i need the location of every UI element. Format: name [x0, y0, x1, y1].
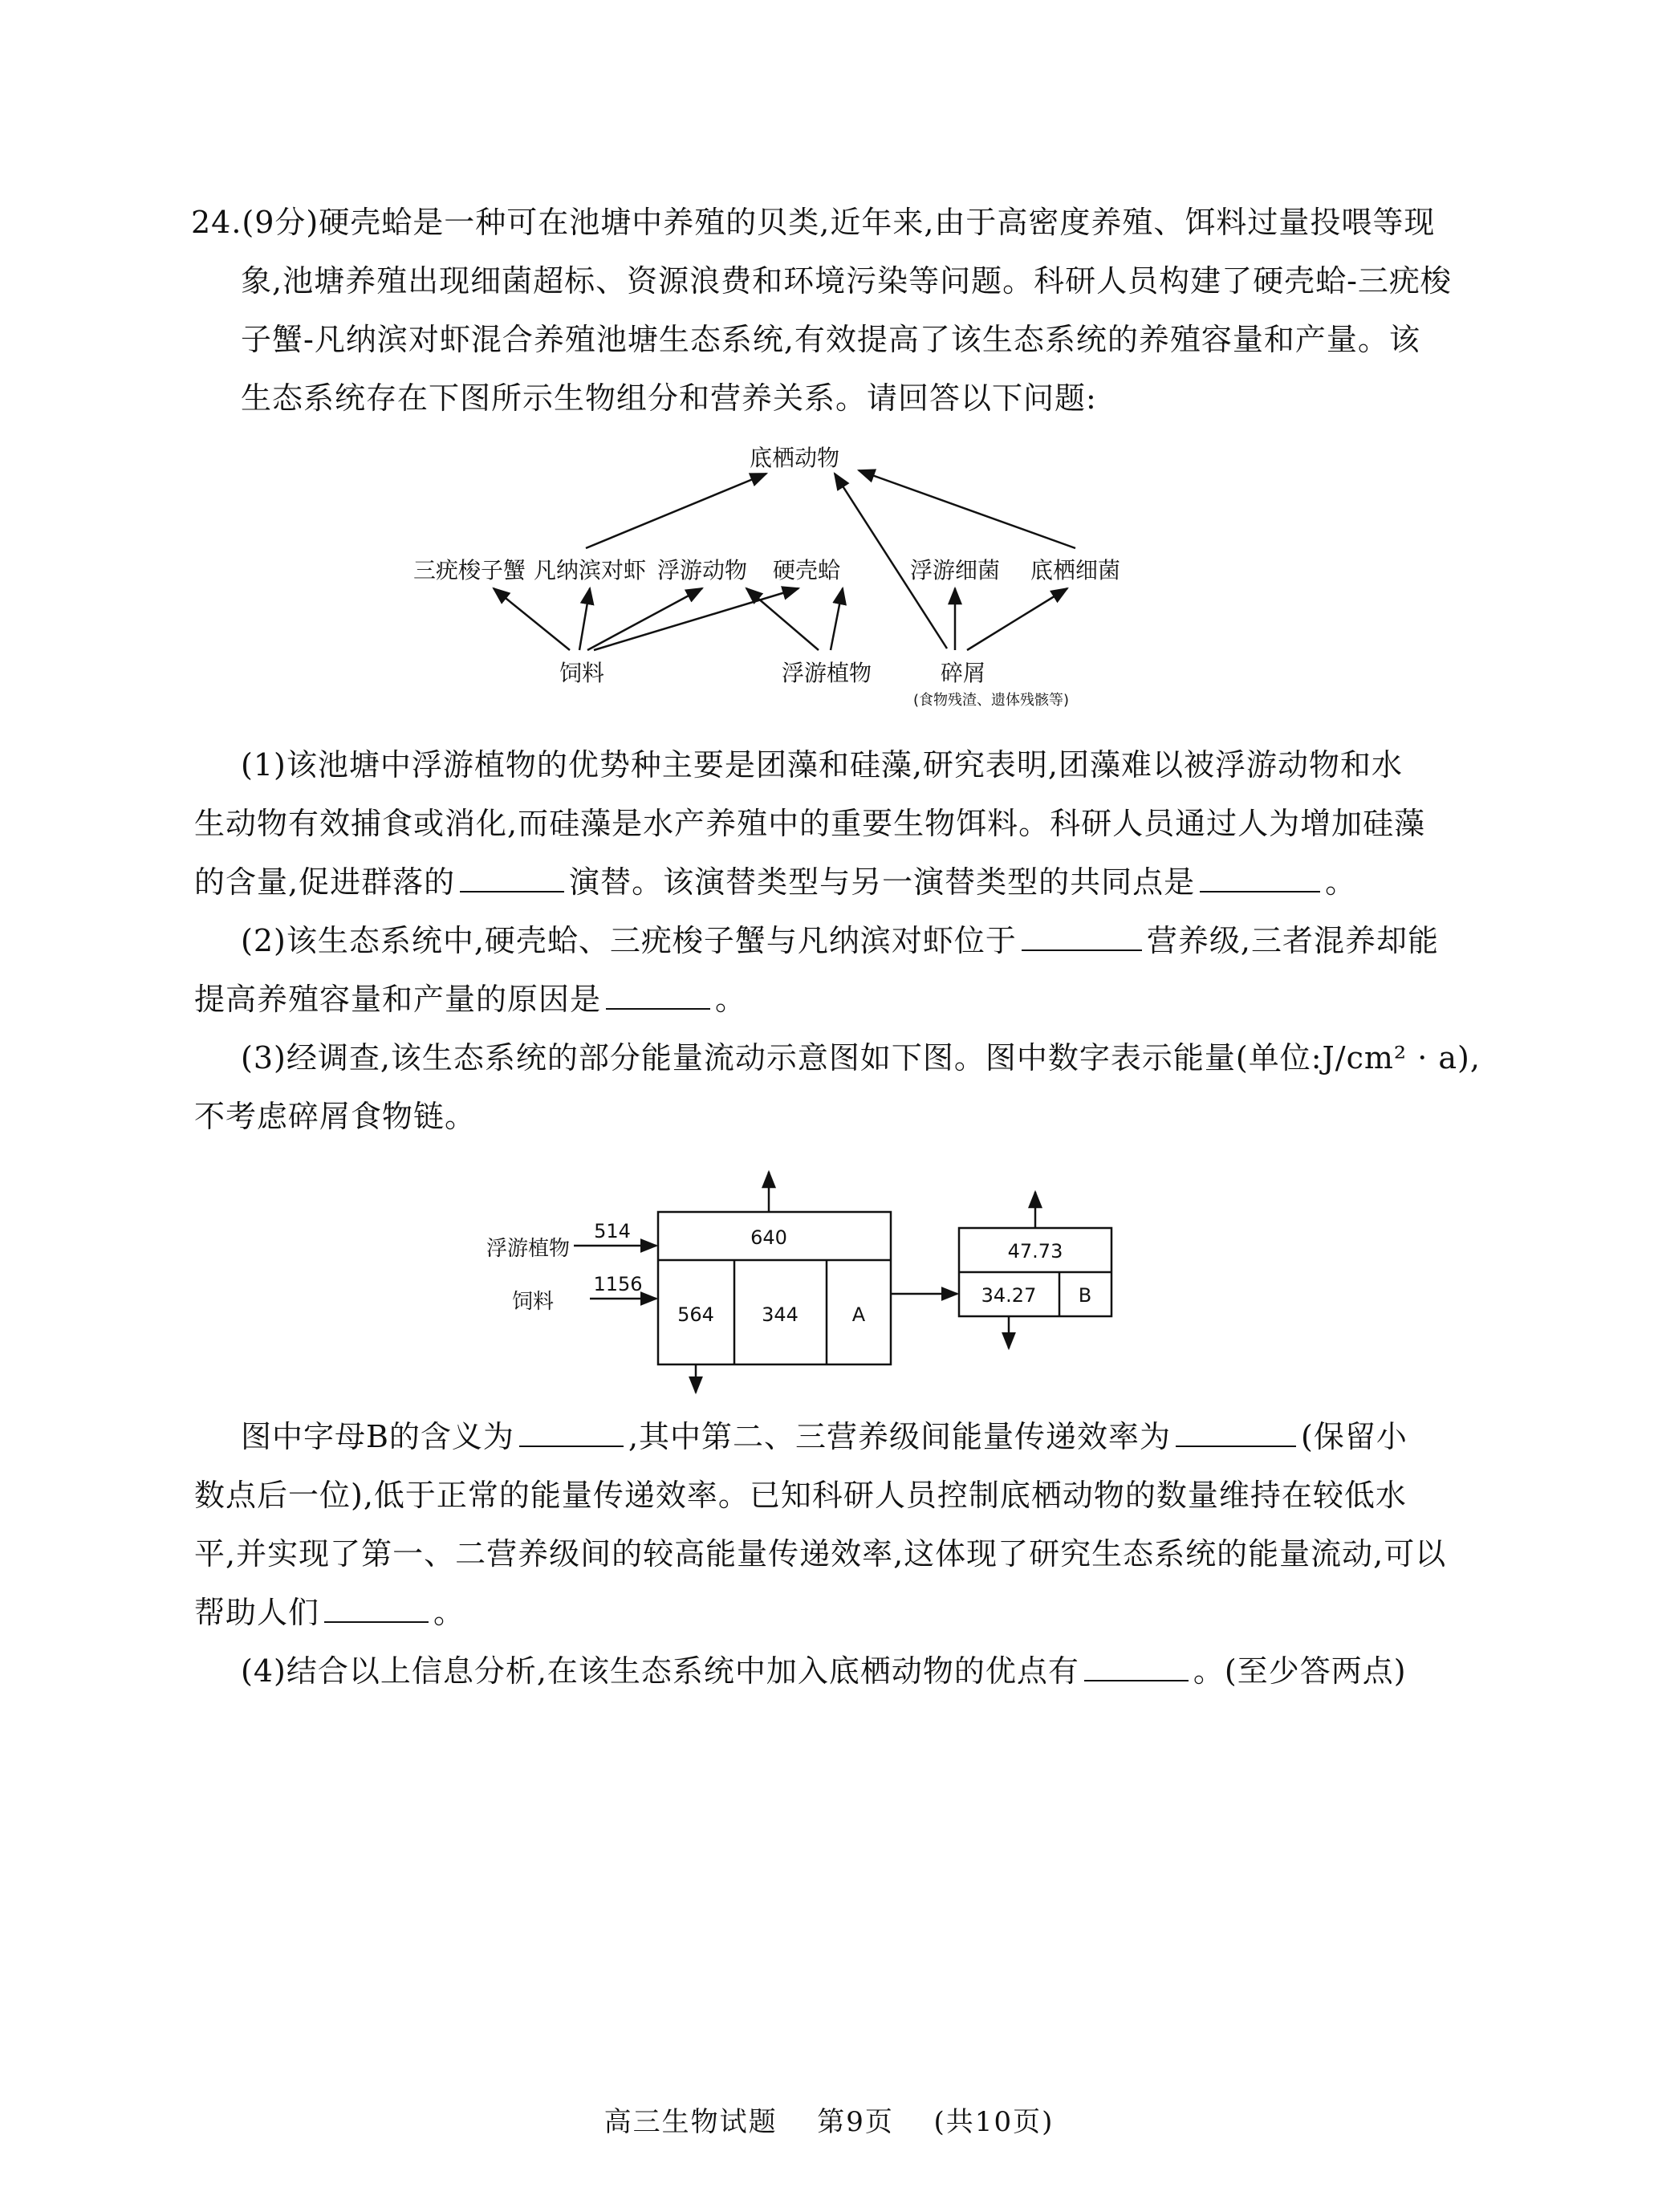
- detritus-note: (食物残渣、遗体残骸等): [912, 692, 1070, 709]
- part3-cont-line2: 数点后一位),低于正常的能量传递效率。已知科研人员控制底栖动物的数量维持在较低水: [194, 1478, 1407, 1513]
- footer-subject: 高三生物试题: [603, 2106, 778, 2138]
- input1-label: 浮游植物: [486, 1237, 570, 1261]
- input2-label: 饲料: [511, 1290, 554, 1314]
- part1-line2: 生动物有效捕食或消化,而硅藻是水产养殖中的重要生物饵料。科研人员通过人为增加硅藻: [194, 806, 1426, 841]
- answer-blank-8[interactable]: [1084, 1653, 1189, 1681]
- node-shrimp: 凡纳滨对虾: [533, 557, 647, 583]
- part4-text-a: (4)结合以上信息分析,在该生态系统中加入底栖动物的优点有: [241, 1653, 1079, 1689]
- part1-text-c: 。: [1325, 864, 1357, 900]
- question-header: 24.(9分)硬壳蛤是一种可在池塘中养殖的贝类,近年来,由于高密度养殖、饵料过量投喂等现: [191, 205, 1436, 240]
- part3-text-d: 帮助人们: [194, 1595, 320, 1630]
- part2-text-a: (2)该生态系统中,硬壳蛤、三疣梭子蟹与凡纳滨对虾位于: [241, 923, 1017, 958]
- part3-text-a: 图中字母B的含义为: [241, 1419, 514, 1454]
- answer-blank-5[interactable]: [519, 1418, 624, 1447]
- arrow-feed-to-crab: [494, 588, 570, 650]
- part3-text-e: 。: [433, 1595, 465, 1630]
- part3-line2: 不考虑碎屑食物链。: [194, 1099, 477, 1134]
- page-footer: [0, 2100, 1658, 2139]
- part2-line1: [241, 921, 1439, 961]
- answer-blank-3[interactable]: [1022, 922, 1142, 951]
- food-web-diagram: [401, 440, 1204, 721]
- part1-line1: (1)该池塘中浮游植物的优势种主要是团藻和硅藻,研究表明,团藻难以被浮游动物和水: [241, 747, 1403, 783]
- node-phytoplankton: 浮游植物: [781, 660, 872, 686]
- arrow-benthicbac-to-benthic: [859, 470, 1075, 548]
- node-plankton-bacteria: 浮游细菌: [909, 557, 1001, 583]
- intro-line-2: 子蟹-凡纳滨对虾混合养殖池塘生态系统,有效提高了该生态系统的养殖容量和产量。该: [241, 322, 1420, 357]
- intro-line-3: 生态系统存在下图所示生物组分和营养关系。请回答以下问题:: [241, 380, 1097, 416]
- answer-blank-2[interactable]: [1200, 864, 1320, 893]
- arrow-shrimp-to-benthic: [586, 474, 766, 548]
- footer-total: (共10页): [933, 2106, 1055, 2138]
- part2-line2: [194, 979, 746, 1019]
- box1-cell-2: 344: [762, 1303, 799, 1326]
- answer-blank-6[interactable]: [1176, 1418, 1296, 1447]
- part1-text-b: 演替。该演替类型与另一演替类型的共同点是: [569, 864, 1196, 900]
- node-crab: 三疣梭子蟹: [412, 557, 526, 583]
- box2-cell-1: 34.27: [981, 1284, 1037, 1307]
- input2-value: 1156: [593, 1273, 643, 1295]
- arrow-phyto-to-zoo: [746, 588, 819, 650]
- part3-text-b: ,其中第二、三营养级间能量传递效率为: [628, 1419, 1172, 1454]
- answer-blank-4[interactable]: [606, 981, 710, 1010]
- box1-top-value: 640: [750, 1226, 787, 1249]
- box2-top-value: 47.73: [1007, 1240, 1063, 1263]
- answer-blank-7[interactable]: [324, 1594, 429, 1623]
- input1-value: 514: [594, 1220, 631, 1242]
- node-benthic-animals: 底栖动物: [749, 445, 840, 471]
- arrow-feed-to-shrimp: [579, 588, 590, 650]
- arrow-phyto-to-clam: [831, 588, 843, 650]
- intro-line-1: 象,池塘养殖出现细菌超标、资源浪费和环境污染等问题。科研人员构建了硬壳蛤-三疣梭: [241, 263, 1452, 299]
- arrow-feed-to-clam: [594, 588, 799, 650]
- part1-text-a: 的含量,促进群落的: [194, 864, 456, 900]
- part3-cont-line4: [194, 1592, 465, 1633]
- part3-cont-line1: [241, 1417, 1408, 1457]
- energy-flow-diagram: [465, 1156, 1172, 1397]
- part3-cont-line3: 平,并实现了第一、二营养级间的较高能量传递效率,这体现了研究生态系统的能量流动,可以: [194, 1536, 1447, 1572]
- footer-page: 第9页: [817, 2106, 894, 2138]
- node-clam: 硬壳蛤: [772, 557, 841, 583]
- node-benthic-bacteria: 底栖细菌: [1030, 557, 1121, 583]
- part3-line1: (3)经调查,该生态系统的部分能量流动示意图如下图。图中数字表示能量(单位:J/cm² · a),: [241, 1040, 1481, 1076]
- box2-cell-B: B: [1078, 1284, 1092, 1307]
- part4-text-b: 。(至少答两点): [1193, 1653, 1407, 1689]
- part2-text-c: 提高养殖容量和产量的原因是: [194, 982, 602, 1017]
- answer-blank-1[interactable]: [460, 864, 564, 893]
- part3-text-c: (保留小: [1301, 1419, 1408, 1454]
- arrow-feed-to-zoo: [587, 588, 702, 650]
- node-feed: 饲料: [559, 660, 605, 686]
- node-zooplankton: 浮游动物: [656, 557, 748, 583]
- box1-cell-1: 564: [677, 1303, 714, 1326]
- box1-cell-A: A: [851, 1303, 866, 1326]
- node-detritus: 碎屑: [940, 660, 986, 686]
- part2-text-b: 营养级,三者混养却能: [1146, 923, 1440, 958]
- part4-line1: [241, 1651, 1407, 1691]
- arrow-detritus-to-benthicbac: [967, 588, 1067, 650]
- part2-text-d: 。: [715, 982, 747, 1017]
- part1-line3: [194, 862, 1356, 902]
